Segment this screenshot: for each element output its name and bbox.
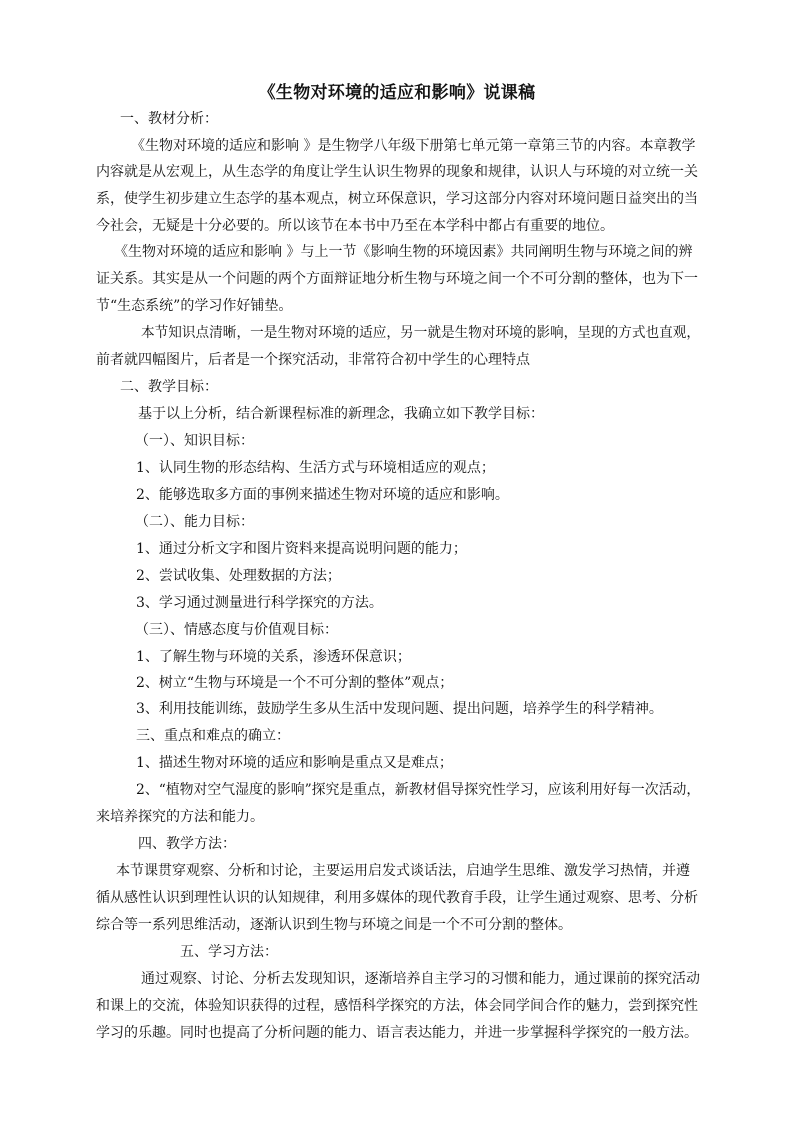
section-heading-3: 三、重点和难点的确立： [136,728,290,744]
paragraph-line: 循从感性认识到理性认识的认知规律，利用多媒体的现代教育手段，让学生通过观察、思考、分析 [96,890,698,906]
paragraph-line: 学习的乐趣。同时也提高了分析问题的能力、语言表达能力，并进一步掌握科学探究的一般方法。 [96,1025,698,1041]
document-title: 《生物对环境的适应和影响》说课稿 [258,83,536,103]
paragraph-line: 和课上的交流，体验知识获得的过程，感悟科学探究的方法，体会同学间合作的魅力，尝到探究性 [96,998,698,1014]
paragraph-line: 系，使学生初步建立生态学的基本观点，树立环保意识，学习这部分内容对环境问题日益突出的当 [96,191,698,207]
section-heading-4: 四、教学方法： [138,836,236,852]
list-item: 2、能够选取多方面的事例来描述生物对环境的适应和影响。 [136,487,509,503]
list-item: 1、通过分析文字和图片资料来提高说明问题的能力； [136,541,467,557]
list-item: 2、树立“生物与环境是一个不可分割的整体”观点； [136,675,454,691]
paragraph-line: 来培养探究的方法和能力。 [96,809,264,825]
paragraph-line: 本节课贯穿观察、分析和讨论，主要运用启发式谈话法，启迪学生思维、激发学习热情，并遵 [116,863,690,879]
list-item: 1、了解生物与环境的关系，渗透环保意识； [136,649,411,665]
paragraph-line: 通过观察、讨论、分析去发现知识，逐渐培养自主学习的习惯和能力，通过课前的探究活动 [141,971,700,987]
section-heading-1: 一、教材分析： [120,111,218,127]
subsection-heading: （一）、知识目标： [135,433,254,449]
paragraph-line: 节“生态系统”的学习作好铺垫。 [96,298,293,314]
section-heading-5: 五、学习方法： [180,944,278,960]
paragraph-line: 基于以上分析，结合新课程标准的新理念，我确立如下教学目标： [138,406,544,422]
paragraph-line: 综合等一系列思维活动，逐渐认识到生物与环境之间是一个不可分割的整体。 [96,917,572,933]
paragraph-line: 前者就四幅图片，后者是一个探究活动，非常符合初中学生的心理特点 [96,352,530,368]
paragraph-line: 《生物对环境的适应和影响 》与上一节《影响生物的环境因素》共同阐明生物与环境之间的辨 [114,244,693,260]
section-heading-2: 二、教学目标： [120,379,218,395]
subsection-heading: （三）、情感态度与价值观目标： [135,622,338,638]
paragraph-line: 今社会，无疑是十分必要的。所以该节在本书中乃至在本学科中都占有重要的地位。 [96,218,614,234]
paragraph-line: 内容就是从宏观上，从生态学的角度让学生认识生物界的现象和规律，认识人与环境的对立统一关 [96,164,698,180]
paragraph-line: 本节知识点清晰，一是生物对环境的适应，另一就是生物对环境的影响，呈现的方式也直观， [141,325,701,341]
list-item: 1、描述生物对环境的适应和影响是重点又是难点； [136,755,453,771]
list-item: 2、“植物对空气湿度的影响”探究是重点，新教材倡导探究性学习，应该利用好每一次活动， [136,782,701,798]
list-item: 3、学习通过测量进行科学探究的方法。 [136,595,383,611]
paragraph-line: 《生物对环境的适应和影响 》是生物学八年级下册第七单元第一章第三节的内容。本章教学 [131,138,696,154]
subsection-heading: （二）、能力目标： [135,514,254,530]
list-item: 1、认同生物的形态结构、生活方式与环境相适应的观点； [136,460,495,476]
list-item: 2、尝试收集、处理数据的方法； [136,568,341,584]
list-item: 3、利用技能训练，鼓励学生多从生活中发现问题、提出问题，培养学生的科学精神。 [136,701,663,717]
paragraph-line: 证关系。其实是从一个问题的两个方面辩证地分析生物与环境之间一个不可分割的整体，也为下一 [96,271,698,287]
